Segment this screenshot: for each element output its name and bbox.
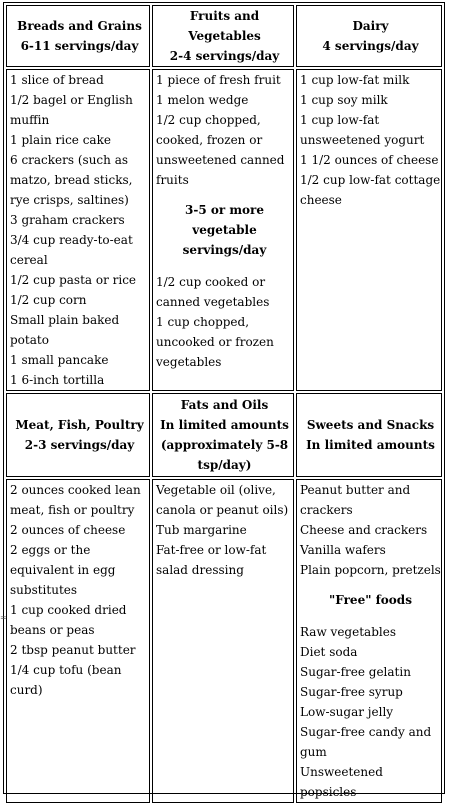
header-subtitle: 2-3 servings/day xyxy=(24,438,135,452)
breads-list xyxy=(6,69,150,391)
list-item: Plain popcorn, pretzels xyxy=(300,563,441,577)
list-item: Vegetable oil (olive, canola or peanut oils) xyxy=(156,483,289,517)
dairy-list xyxy=(296,69,442,391)
stray-mark: = xyxy=(0,613,7,622)
list-item: Sugar-free gelatin xyxy=(300,665,411,679)
free-foods-list xyxy=(300,622,441,802)
free-foods-subhead: "Free" foods xyxy=(329,593,412,607)
list-item: 2 ounces of cheese xyxy=(10,523,126,537)
header-subtitle: In limited amounts xyxy=(306,438,435,452)
list-item: Vanilla wafers xyxy=(300,543,386,557)
header-subtitle: 4 servings/day xyxy=(322,39,419,53)
list-item: 1 1/2 ounces of cheese xyxy=(300,153,439,167)
list-item: Unsweetened popsicles xyxy=(300,765,383,799)
sweets-free-list xyxy=(296,479,442,803)
list-item: 6 crackers (such as matzo, bread sticks, rye crisps, saltines) xyxy=(10,153,133,207)
header-title: Meat, Fish, Poultry xyxy=(15,418,144,432)
fruits-list xyxy=(156,70,293,190)
list-item: 1 cup low-fat unsweetened yogurt xyxy=(300,113,425,147)
list-item: Raw vegetables xyxy=(300,625,396,639)
list-item: 1/4 cup tofu (bean curd) xyxy=(10,663,122,697)
vegetables-list xyxy=(156,272,293,372)
header-subtitle: 6-11 servings/day xyxy=(20,39,139,53)
body-row-bottom xyxy=(6,479,442,803)
list-item: Small plain baked potato xyxy=(10,313,120,347)
list-item: 2 eggs or the equivalent in egg substitutes xyxy=(10,543,116,597)
vegetable-subhead: 3-5 or more vegetable servings/day xyxy=(182,203,267,257)
header-row-top xyxy=(6,5,442,67)
header-title: Dairy xyxy=(352,19,389,33)
list-item: 1/2 bagel or English muffin xyxy=(10,93,133,127)
list-item: 1 melon wedge xyxy=(156,93,249,107)
list-item: 1/2 cup pasta or rice xyxy=(10,273,137,287)
list-item: 1/2 cup corn xyxy=(10,293,87,307)
body-row-top xyxy=(6,69,442,391)
list-item: 1/2 cup chopped, cooked, frozen or unsweetened canned fruits xyxy=(156,113,285,187)
list-item: 2 tbsp peanut butter xyxy=(10,643,136,657)
list-item: 1 small pancake xyxy=(10,353,109,367)
list-item: 3/4 cup ready-to-eat cereal xyxy=(10,233,133,267)
list-item: 2 ounces cooked lean meat, fish or poultry xyxy=(10,483,141,517)
header-fats-oils xyxy=(152,393,294,477)
list-item: 1 cup cooked dried beans or peas xyxy=(10,603,127,637)
list-item: Sugar-free candy and gum xyxy=(300,725,432,759)
meat-list xyxy=(6,479,150,803)
list-item: Diet soda xyxy=(300,645,358,659)
list-item: 1/2 cup cooked or canned vegetables xyxy=(156,275,270,309)
sweets-list xyxy=(300,480,441,580)
fruits-veg-list xyxy=(152,69,294,391)
list-item: 1 cup soy milk xyxy=(300,93,388,107)
header-sweets-snacks xyxy=(296,393,442,477)
list-item: 1 piece of fresh fruit xyxy=(156,73,281,87)
header-fruits-vegetables xyxy=(152,5,294,67)
list-item: 1 plain rice cake xyxy=(10,133,111,147)
food-groups-table xyxy=(4,3,444,805)
header-row-bottom xyxy=(6,393,442,477)
fats-list xyxy=(152,479,294,803)
list-item: Peanut butter and crackers xyxy=(300,483,411,517)
header-subtitle: 2-4 servings/day xyxy=(169,49,280,63)
food-groups-table-frame xyxy=(3,2,445,799)
header-subtitle: In limited amounts (approximately 5-8 tsp/day) xyxy=(160,418,289,472)
header-breads-grains xyxy=(6,5,150,67)
list-item: 1 slice of bread xyxy=(10,73,104,87)
list-item: 3 graham crackers xyxy=(10,213,125,227)
header-dairy xyxy=(296,5,442,67)
list-item: Cheese and crackers xyxy=(300,523,428,537)
list-item: Sugar-free syrup xyxy=(300,685,403,699)
list-item: Tub margarine xyxy=(156,523,247,537)
list-item: 1 cup low-fat milk xyxy=(300,73,410,87)
list-item: 1 6-inch tortilla xyxy=(10,373,105,387)
list-item: 1 cup chopped, uncooked or frozen vegetables xyxy=(156,315,274,369)
list-item: Low-sugar jelly xyxy=(300,705,394,719)
header-title: Sweets and Snacks xyxy=(306,418,435,432)
header-title: Fruits and Vegetables xyxy=(188,9,261,43)
header-title: Breads and Grains xyxy=(17,19,142,33)
list-item: Fat-free or low-fat salad dressing xyxy=(156,543,267,577)
header-meat-fish-poultry xyxy=(6,393,150,477)
list-item: 1/2 cup low-fat cottage cheese xyxy=(300,173,441,207)
header-title: Fats and Oils xyxy=(180,398,269,412)
